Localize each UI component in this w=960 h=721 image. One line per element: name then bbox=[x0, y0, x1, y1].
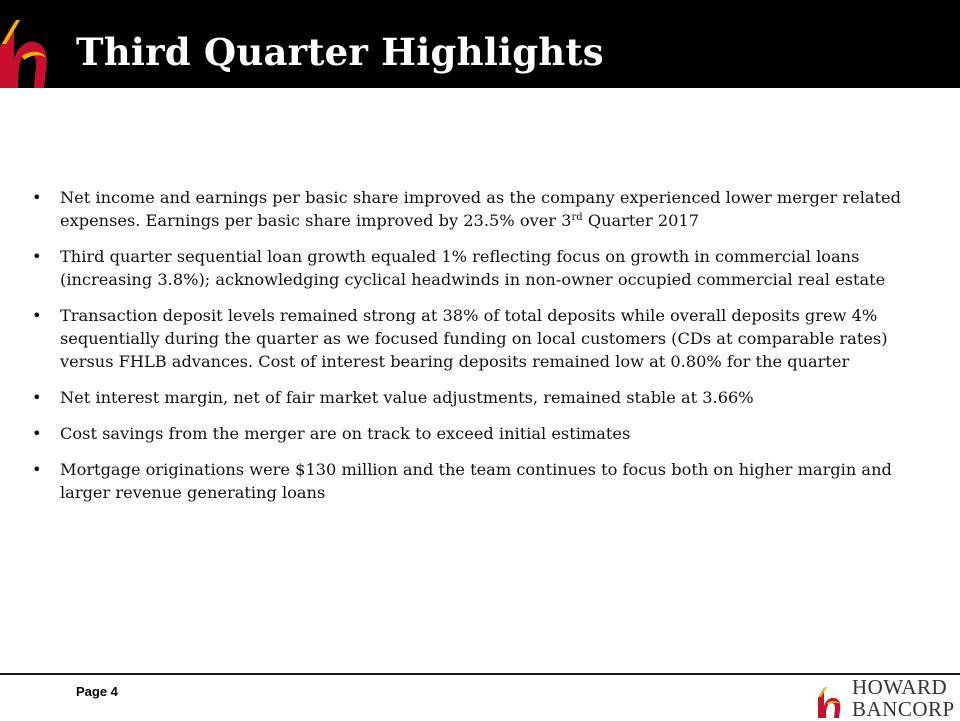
howard-logo-icon bbox=[0, 0, 70, 88]
list-item bbox=[32, 458, 932, 504]
footer-divider bbox=[0, 673, 960, 675]
bullet-icon: • bbox=[32, 306, 42, 325]
brand-line-1: HOWARD bbox=[852, 675, 948, 699]
howard-bancorp-logo-icon bbox=[816, 678, 856, 718]
bullet-text-tail: Quarter 2017 bbox=[582, 211, 700, 230]
superscript: rd bbox=[571, 212, 583, 223]
brand-wordmark bbox=[852, 676, 955, 720]
bullet-text: Mortgage originations were $130 million and the team continues to focus both on higher margin and larger revenue generating loans bbox=[60, 460, 892, 502]
bullet-text: Transaction deposit levels remained strong at 38% of total deposits while overall deposits grew 4% sequentially during the quarter as we focused funding on local customers (CDs at comparable rates) versus FHLB advances. Cost of interest bearing deposits remained low at 0.80% for the quarter bbox=[60, 306, 888, 371]
list-item bbox=[32, 386, 932, 409]
slide-title: Third Quarter Highlights bbox=[76, 30, 604, 74]
bullet-icon: • bbox=[32, 460, 42, 479]
list-item bbox=[32, 304, 932, 373]
bullet-icon: • bbox=[32, 424, 42, 443]
highlights-list bbox=[32, 186, 932, 517]
bullet-icon: • bbox=[32, 388, 42, 407]
bullet-text: Third quarter sequential loan growth equaled 1% reflecting focus on growth in commercial loans (increasing 3.8%); acknowledging cyclical headwinds in non-owner occupied commercial real estate bbox=[60, 247, 886, 289]
brand-line-2: BANCORP bbox=[852, 697, 955, 721]
list-item bbox=[32, 245, 932, 291]
bullet-icon: • bbox=[32, 247, 42, 266]
page-number: Page 4 bbox=[76, 684, 118, 699]
bullet-text: Cost savings from the merger are on track to exceed initial estimates bbox=[60, 424, 631, 443]
list-item bbox=[32, 186, 932, 232]
title-bar bbox=[0, 0, 960, 88]
list-item bbox=[32, 422, 932, 445]
bullet-text: Net interest margin, net of fair market value adjustments, remained stable at 3.66% bbox=[60, 388, 754, 407]
bullet-text: Net income and earnings per basic share improved as the company experienced lower merger related expenses. Earnings per basic share improved by 23.5% over 3 bbox=[60, 188, 901, 230]
bullet-icon: • bbox=[32, 188, 42, 207]
